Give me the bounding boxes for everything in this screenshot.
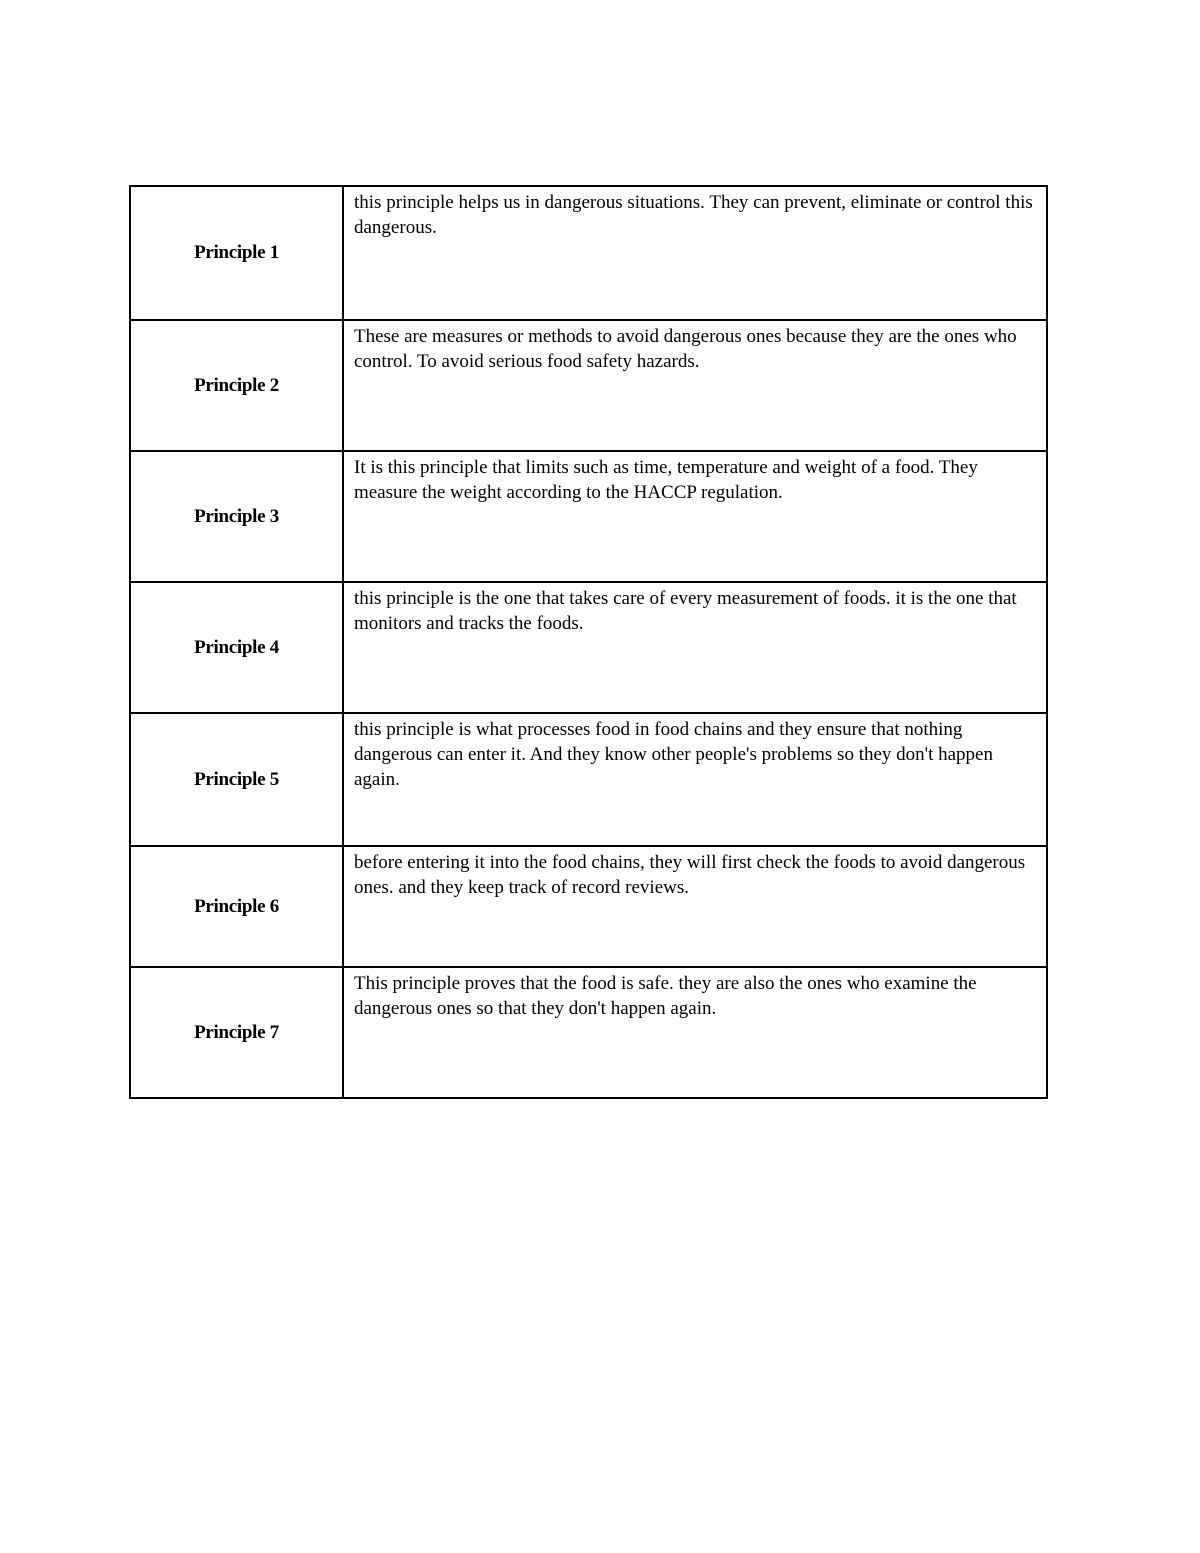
table-row xyxy=(130,186,1047,320)
principle-description: this principle is what processes food in food chains and they ensure that nothing dangerous can enter it. And they know other people's problems so they don't happen again. xyxy=(343,713,1047,846)
table-row xyxy=(130,967,1047,1098)
table-row xyxy=(130,713,1047,846)
principle-label: Principle 4 xyxy=(130,582,343,713)
principle-label: Principle 7 xyxy=(130,967,343,1098)
principle-label: Principle 2 xyxy=(130,320,343,451)
table-row xyxy=(130,846,1047,967)
principle-label: Principle 1 xyxy=(130,186,343,320)
principle-label: Principle 3 xyxy=(130,451,343,582)
principle-description: It is this principle that limits such as time, temperature and weight of a food. They measure the weight according to the HACCP regulation. xyxy=(343,451,1047,582)
principle-label: Principle 6 xyxy=(130,846,343,967)
table-row xyxy=(130,320,1047,451)
principle-label: Principle 5 xyxy=(130,713,343,846)
table-row xyxy=(130,451,1047,582)
principles-table xyxy=(129,185,1048,1099)
principle-description: This principle proves that the food is safe. they are also the ones who examine the dangerous ones so that they don't happen again. xyxy=(343,967,1047,1098)
principle-description: this principle helps us in dangerous situations. They can prevent, eliminate or control this dangerous. xyxy=(343,186,1047,320)
principle-description: These are measures or methods to avoid dangerous ones because they are the ones who control. To avoid serious food safety hazards. xyxy=(343,320,1047,451)
principle-description: this principle is the one that takes care of every measurement of foods. it is the one that monitors and tracks the foods. xyxy=(343,582,1047,713)
principle-description: before entering it into the food chains, they will first check the foods to avoid dangerous ones. and they keep track of record reviews. xyxy=(343,846,1047,967)
table-row xyxy=(130,582,1047,713)
